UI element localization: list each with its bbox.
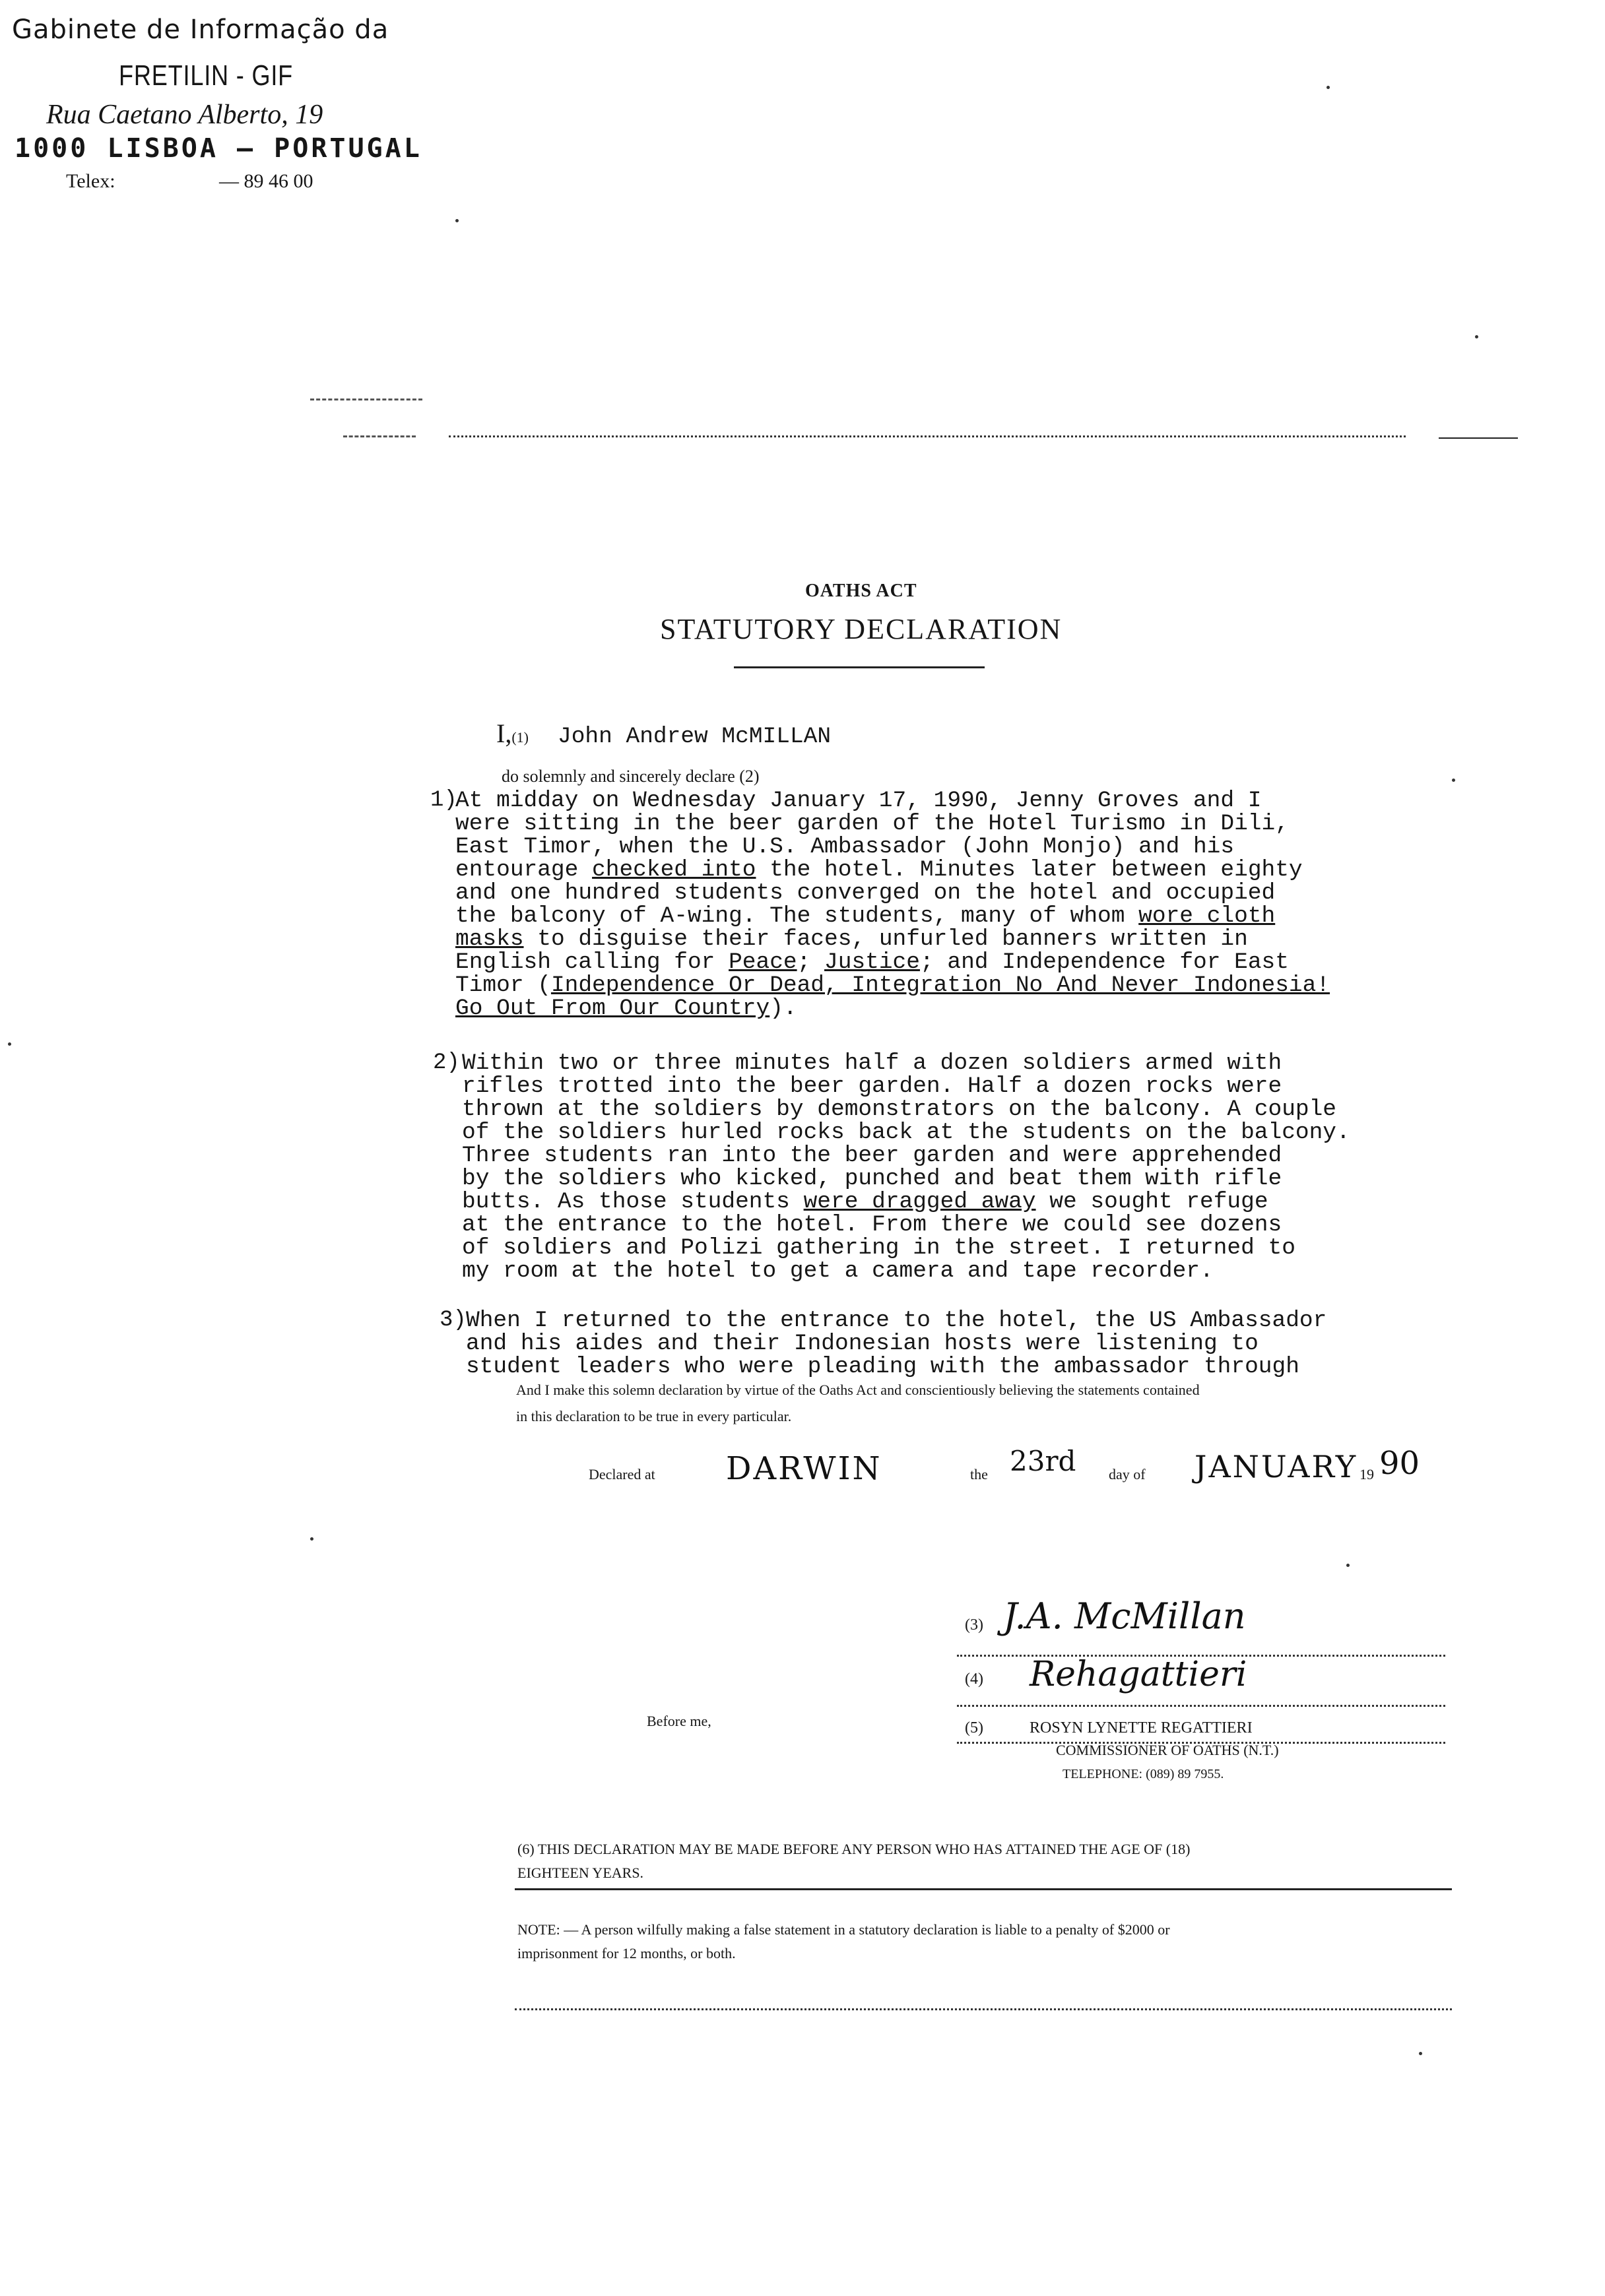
underlined-text: Go Out From Our Country: [455, 996, 770, 1021]
scan-speck: [455, 219, 459, 222]
typed-line: [462, 1098, 1350, 1121]
scan-rule: [310, 399, 422, 400]
declared-the-label: the: [970, 1466, 988, 1483]
typed-line: [455, 928, 1330, 951]
paragraph-3: [466, 1309, 1327, 1378]
paragraph-3-number: 3): [440, 1308, 467, 1333]
typed-line: [462, 1213, 1350, 1236]
underlined-text: Independence Or Dead, Integration No And Never Indonesia!: [550, 973, 1330, 998]
marker-5: (5): [965, 1719, 983, 1737]
typed-text: student leaders who were pleading with the ambassador through: [466, 1354, 1299, 1380]
declared-at-label: Declared at: [589, 1466, 655, 1483]
typed-line: [462, 1121, 1350, 1144]
bottom-rule: [515, 2008, 1452, 2010]
before-me-label: Before me,: [647, 1713, 711, 1729]
typed-text: the balcony of A-wing. The students, many of whom: [455, 903, 1139, 929]
signature-line-4: [957, 1705, 1445, 1707]
typed-line: [462, 1167, 1350, 1190]
typed-text: to disguise their faces, unfurled banners written in: [523, 926, 1248, 952]
typed-line: [462, 1260, 1350, 1283]
typed-text: East Timor, when the U.S. Ambassador (John Monjo) and his: [455, 834, 1235, 860]
scan-speck: [1346, 1564, 1350, 1567]
typed-line: [455, 997, 1330, 1020]
footnote-6: (6) THIS DECLARATION MAY BE MADE BEFORE ANY PERSON WHO HAS ATTAINED THE AGE OF (18): [517, 1841, 1191, 1857]
scan-rule: [1439, 437, 1518, 439]
declared-month: JANUARY: [1195, 1449, 1358, 1484]
declarant-signature: J.A. McMillan: [1003, 1595, 1246, 1637]
typed-text: the hotel. Minutes later between eighty: [756, 857, 1303, 883]
footnote-6-cont: EIGHTEEN YEARS.: [517, 1865, 644, 1881]
marker-4: (4): [965, 1671, 983, 1688]
scan-speck: [1419, 2052, 1422, 2055]
underlined-text: checked into: [592, 857, 756, 883]
solemn-declaration-line-2: in this declaration to be true in every particular.: [516, 1408, 792, 1424]
typed-line: [466, 1309, 1327, 1332]
paragraph-1: [455, 789, 1330, 1020]
letterhead-street: Rua Caetano Alberto, 19: [46, 100, 323, 130]
typed-text: and one hundred students converged on the hotel and occupied: [455, 880, 1276, 906]
typed-text: entourage: [455, 857, 593, 883]
telex-label: Telex:: [66, 170, 115, 192]
title-underline: [734, 666, 985, 668]
letterhead-org-name: FRETILIN - GIF: [119, 59, 294, 92]
typed-text: English calling for: [455, 949, 729, 975]
scan-rule: [449, 435, 1406, 437]
oaths-act-heading: OATHS ACT: [805, 581, 917, 601]
typed-line: [455, 905, 1330, 928]
scan-speck: [1327, 86, 1330, 89]
typed-line: [466, 1355, 1327, 1378]
typed-text: were sitting in the beer garden of the Hotel Turismo in Dili,: [455, 811, 1289, 837]
witness-signature: Rehagattieri: [1030, 1655, 1247, 1694]
typed-line: [455, 789, 1330, 812]
penalty-note-1: NOTE: — A person wilfully making a false statement in a statutory declaration is liable to a penalty of $2000 or: [517, 1921, 1170, 1938]
marker-3: (3): [965, 1616, 983, 1634]
declared-day: 23rd: [1010, 1445, 1076, 1477]
typed-text: ; and Independence for East: [919, 949, 1289, 975]
letterhead-org-line: Gabinete de Informação da: [12, 15, 389, 45]
typed-text: butts. As those students: [462, 1189, 804, 1215]
typed-text: we sought refuge: [1035, 1189, 1268, 1215]
page-title: STATUTORY DECLARATION: [660, 613, 1063, 645]
paragraph-2-number: 2): [433, 1050, 460, 1075]
typed-line: [462, 1144, 1350, 1167]
declarant-note: (1): [511, 729, 529, 746]
typed-text: of the soldiers hurled rocks back at the students on the balcony.: [462, 1120, 1350, 1145]
scan-rule: [343, 435, 416, 437]
typed-line: [466, 1332, 1327, 1355]
letterhead-city: 1000 LISBOA — PORTUGAL: [15, 133, 422, 164]
footnote-rule: [515, 1888, 1452, 1890]
underlined-text: Peace: [729, 949, 797, 975]
typed-line: [455, 858, 1330, 881]
typed-text: Three students ran into the beer garden and were apprehended: [462, 1143, 1282, 1168]
typed-line: [462, 1236, 1350, 1260]
typed-line: [455, 812, 1330, 835]
typed-text: Timor (: [455, 973, 551, 998]
typed-text: ).: [770, 996, 797, 1021]
paragraph-1-number: 1): [430, 788, 457, 813]
letterhead-telex: [66, 170, 313, 193]
typed-text: rifles trotted into the beer garden. Half a dozen rocks were: [462, 1073, 1282, 1099]
typed-text: my room at the hotel to get a camera and tape recorder.: [462, 1258, 1214, 1284]
scan-speck: [1475, 335, 1478, 338]
typed-line: [455, 974, 1330, 997]
underlined-text: Justice: [824, 949, 920, 975]
scan-speck: [8, 1042, 11, 1046]
typed-text: of soldiers and Polizi gathering in the street. I returned to: [462, 1235, 1295, 1261]
typed-line: [462, 1190, 1350, 1213]
underlined-text: were dragged away: [803, 1189, 1036, 1215]
paragraph-2: [462, 1052, 1350, 1283]
typed-text: by the soldiers who kicked, punched and beat them with rifle: [462, 1166, 1282, 1192]
declarant-prefix: I,: [496, 718, 512, 748]
declared-place: DARWIN: [726, 1450, 882, 1487]
typed-line: [455, 835, 1330, 858]
underlined-text: masks: [455, 926, 524, 952]
typed-text: Within two or three minutes half a dozen soldiers armed with: [462, 1050, 1282, 1076]
witness-title: COMMISSIONER OF OATHS (N.T.): [1056, 1742, 1279, 1758]
typed-text: When I returned to the entrance to the hotel, the US Ambassador: [466, 1308, 1327, 1333]
declarant-line: [496, 718, 831, 749]
typed-text: At midday on Wednesday January 17, 1990, Jenny Groves and I: [455, 788, 1262, 813]
scan-speck: [1452, 779, 1455, 782]
scan-speck: [310, 1537, 313, 1541]
typed-text: at the entrance to the hotel. From there we could see dozens: [462, 1212, 1282, 1238]
witness-name: ROSYN LYNETTE REGATTIERI: [1030, 1719, 1253, 1737]
typed-line: [462, 1075, 1350, 1098]
declarant-name: John Andrew McMILLAN: [557, 724, 832, 749]
telex-value: — 89 46 00: [219, 170, 313, 192]
typed-text: and his aides and their Indonesian hosts were listening to: [466, 1331, 1259, 1356]
typed-line: [455, 951, 1330, 974]
declared-year-suffix: 90: [1379, 1445, 1420, 1482]
underlined-text: wore cloth: [1138, 903, 1276, 929]
declared-year-prefix: 19: [1359, 1466, 1374, 1483]
typed-line: [462, 1052, 1350, 1075]
declared-day-of-label: day of: [1109, 1466, 1146, 1483]
typed-text: thrown at the soldiers by demonstrators on the balcony. A couple: [462, 1097, 1337, 1122]
witness-phone: TELEPHONE: (089) 89 7955.: [1063, 1767, 1224, 1781]
typed-text: ;: [797, 949, 825, 975]
typed-line: [455, 881, 1330, 905]
solemn-declaration-line-1: And I make this solemn declaration by virtue of the Oaths Act and conscientiously believing the statements contained: [516, 1382, 1200, 1398]
declare-line: do solemnly and sincerely declare (2): [502, 767, 760, 786]
penalty-note-2: imprisonment for 12 months, or both.: [517, 1945, 736, 1961]
